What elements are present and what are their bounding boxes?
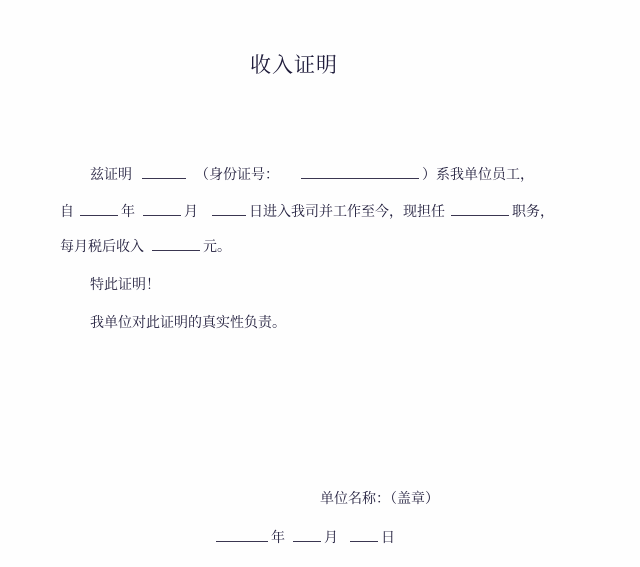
sign-day-blank <box>350 529 378 542</box>
certify-line <box>90 166 534 184</box>
sign-month-blank <box>293 529 321 542</box>
income-amount-blank <box>152 238 200 251</box>
unit-name-seal-label: 单位名称：（盖章） <box>320 491 439 507</box>
position-blank <box>451 203 509 216</box>
employment-line <box>60 203 554 221</box>
name-blank <box>142 166 186 179</box>
document-title: 收入证明 <box>250 53 338 77</box>
sign-month-label: 月 <box>324 530 338 546</box>
start-year-blank <box>80 203 118 216</box>
year-label: 年 <box>121 204 135 220</box>
start-day-blank <box>212 203 246 216</box>
income-line <box>60 238 231 256</box>
sign-year-blank <box>216 529 268 542</box>
start-month-blank <box>143 203 181 216</box>
date-line <box>216 529 395 547</box>
employee-suffix: ）系我单位员工， <box>422 167 534 183</box>
responsibility-statement: 我单位对此证明的真实性负责。 <box>90 315 286 331</box>
sign-day-label: 日 <box>381 530 395 546</box>
id-number-label: （身份证号： <box>195 167 279 183</box>
join-text: 日进入我司并工作至今，现担任 <box>249 204 445 220</box>
currency-unit: 元。 <box>203 239 231 255</box>
from-label: 自 <box>60 204 74 220</box>
monthly-income-label: 每月税后收入 <box>60 239 144 255</box>
certify-prefix: 兹证明 <box>90 167 132 183</box>
sign-year-label: 年 <box>271 530 285 546</box>
special-note: 特此证明！ <box>90 277 160 293</box>
month-label: 月 <box>184 204 198 220</box>
id-number-blank <box>301 166 419 179</box>
position-suffix: 职务， <box>512 204 554 220</box>
